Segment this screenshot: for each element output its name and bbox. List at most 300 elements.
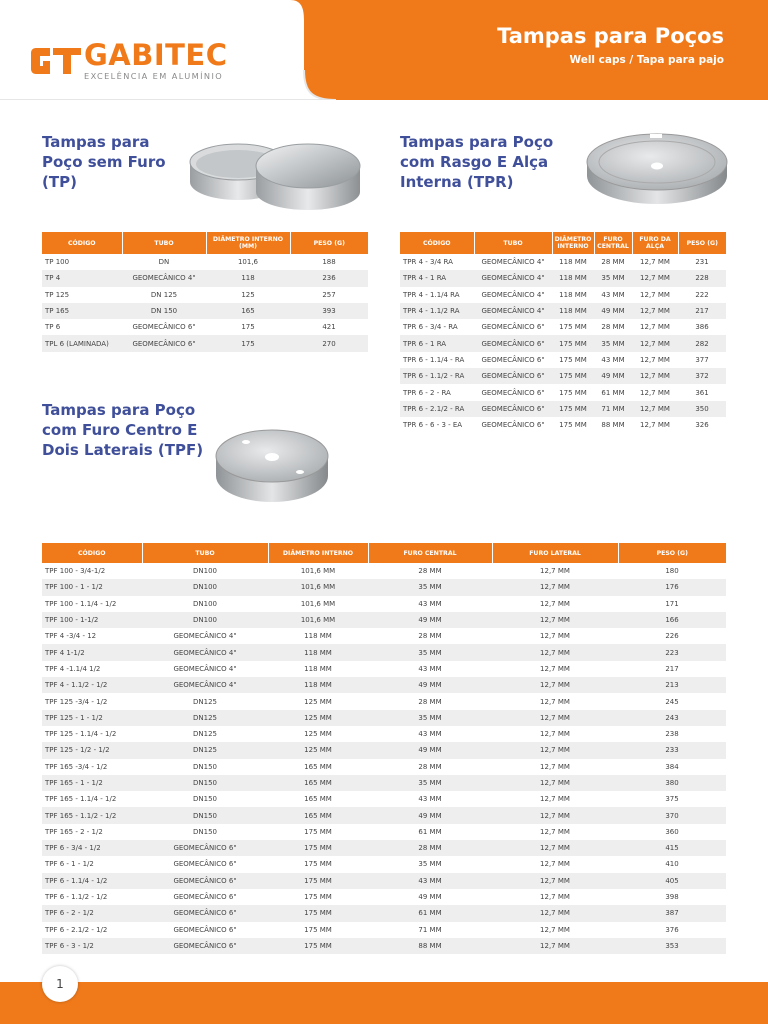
table-cell: TP 125 bbox=[45, 290, 70, 299]
table-cell: 165 MM bbox=[268, 807, 368, 823]
table-row bbox=[42, 661, 726, 677]
table-cell: 12,7 MM bbox=[632, 335, 678, 351]
table-cell: TPR 4 - 1 RA bbox=[400, 270, 474, 286]
table-cell: TPF 6 - 2.1/2 - 1/2 bbox=[45, 925, 108, 934]
section-title-tpf: Tampas para Poço com Furo Centro E Dois Laterais (TPF) bbox=[42, 401, 204, 459]
table-cell: 49 MM bbox=[368, 677, 492, 693]
table-cell: 165 bbox=[206, 303, 290, 319]
table-cell: 175 MM bbox=[268, 905, 368, 921]
table-cell: 171 bbox=[665, 599, 679, 608]
table-row bbox=[42, 677, 726, 693]
table-cell: 217 bbox=[678, 303, 726, 319]
table-cell: 257 bbox=[322, 290, 336, 299]
table-cell: 125 MM bbox=[268, 742, 368, 758]
table-cell: 12,7 MM bbox=[540, 860, 570, 869]
page-subtitle: Well caps / Tapa para pajo bbox=[569, 54, 724, 66]
table-cell: 12,7 MM bbox=[632, 270, 678, 286]
table-cell: GEOMECÂNICO 4" bbox=[142, 644, 268, 660]
table-cell: 175 MM bbox=[559, 388, 587, 397]
table-cell: TPF 6 - 1.1/2 - 1/2 bbox=[45, 893, 108, 902]
table-row bbox=[400, 384, 726, 400]
table-cell: DN150 bbox=[193, 795, 217, 804]
table-cell: 12,7 MM bbox=[640, 355, 670, 364]
table-cell: 61 MM bbox=[418, 827, 442, 836]
table-cell: 118 MM bbox=[552, 303, 594, 319]
table-cell: 118 MM bbox=[268, 677, 368, 693]
table-cell: 12,7 MM bbox=[492, 840, 618, 856]
table-cell: TPR 4 - 1.1/4 RA bbox=[403, 290, 460, 299]
table-cell: 12,7 MM bbox=[540, 664, 570, 673]
table-row bbox=[400, 368, 726, 384]
table-row bbox=[42, 742, 726, 758]
table-cell: 12,7 MM bbox=[632, 303, 678, 319]
table-cell: DN100 bbox=[142, 612, 268, 628]
table-cell: TPF 6 - 2 - 1/2 bbox=[42, 905, 142, 921]
section-title-tp: Tampas para Poço sem Furo (TP) bbox=[42, 133, 166, 191]
table-cell: TPF 4 1-1/2 bbox=[42, 644, 142, 660]
table-cell: GEOMECÂNICO 6" bbox=[481, 421, 545, 430]
table-cell: 377 bbox=[695, 355, 709, 364]
table-cell: GEOMECÂNICO 4" bbox=[481, 258, 545, 267]
table-cell: GEOMECÂNICO 6" bbox=[173, 860, 237, 869]
table-cell: TPF 165 - 1 - 1/2 bbox=[42, 775, 142, 791]
table-cell: 12,7 MM bbox=[640, 258, 670, 267]
table-cell: 245 bbox=[665, 697, 679, 706]
table-cell: 12,7 MM bbox=[632, 401, 678, 417]
table-cell: TPF 100 - 1.1/4 - 1/2 bbox=[45, 599, 117, 608]
table-row bbox=[42, 254, 368, 270]
table-cell: 353 bbox=[618, 938, 726, 954]
table-row bbox=[42, 612, 726, 628]
table-cell: 238 bbox=[665, 730, 679, 739]
table-row bbox=[42, 922, 726, 938]
table-cell: 49 MM bbox=[368, 742, 492, 758]
table-cell: 175 MM bbox=[268, 938, 368, 954]
table-cell: 101,6 MM bbox=[300, 599, 336, 608]
table-cell: 12,7 MM bbox=[540, 795, 570, 804]
table-cell: 223 bbox=[618, 644, 726, 660]
table-cell: TPF 125 - 1.1/4 - 1/2 bbox=[45, 730, 117, 739]
table-cell: 12,7 MM bbox=[540, 697, 570, 706]
table-cell: TPR 6 - 3/4 - RA bbox=[403, 323, 458, 332]
table-cell: 35 MM bbox=[368, 579, 492, 595]
table-cell: TPF 4 -1.1/4 1/2 bbox=[45, 664, 101, 673]
column-header: PESO (G) bbox=[678, 232, 726, 254]
table-cell: DN125 bbox=[142, 710, 268, 726]
table-cell: 228 bbox=[678, 270, 726, 286]
footer-bar bbox=[0, 982, 768, 1024]
table-cell: TPR 6 - 6 - 3 - EA bbox=[403, 421, 463, 430]
table-cell: 35 MM bbox=[594, 335, 632, 351]
product-image-tpr bbox=[582, 126, 732, 214]
table-cell: 360 bbox=[665, 827, 679, 836]
table-cell: DN100 bbox=[193, 567, 217, 576]
table-row bbox=[42, 889, 726, 905]
table-cell: 12,7 MM bbox=[492, 742, 618, 758]
table-cell: 125 MM bbox=[304, 697, 332, 706]
column-header: DIÂMETRO INTERNO (MM) bbox=[206, 232, 290, 254]
table-cell: TPR 6 - 1.1/2 - RA bbox=[400, 368, 474, 384]
column-header: DIÂMETRO INTERNO bbox=[268, 543, 368, 563]
table-cell: 175 MM bbox=[304, 860, 332, 869]
table-cell: TPR 4 - 3/4 RA bbox=[403, 258, 453, 267]
table-cell: 35 MM bbox=[594, 270, 632, 286]
table-cell: 393 bbox=[290, 303, 368, 319]
table-row bbox=[42, 563, 726, 579]
table-cell: 118 MM bbox=[268, 644, 368, 660]
table-cell: TPF 4 - 1.1/2 - 1/2 bbox=[42, 677, 142, 693]
table-row bbox=[42, 579, 726, 595]
table-cell: 101,6 MM bbox=[268, 612, 368, 628]
table-cell: 12,7 MM bbox=[640, 388, 670, 397]
table-cell: 28 MM bbox=[601, 258, 625, 267]
table-cell: 35 MM bbox=[368, 775, 492, 791]
column-header: FURO CENTRAL bbox=[594, 232, 632, 254]
table-cell: GEOMECÂNICO 4" bbox=[481, 290, 545, 299]
table-cell: GEOMECÂNICO 6" bbox=[142, 873, 268, 889]
table-cell: 410 bbox=[665, 860, 679, 869]
table-cell: 12,7 MM bbox=[640, 421, 670, 430]
column-header: TUBO bbox=[142, 543, 268, 563]
column-header: FURO DA ALÇA bbox=[632, 232, 678, 254]
table-row bbox=[42, 644, 726, 660]
brand-tagline: EXCELÊNCIA EM ALUMÍNIO bbox=[84, 71, 224, 81]
table-cell: 12,7 MM bbox=[540, 925, 570, 934]
table-cell: 12,7 MM bbox=[492, 644, 618, 660]
table-cell: TP 100 bbox=[45, 258, 70, 267]
table-cell: 376 bbox=[665, 925, 679, 934]
table-cell: 28 MM bbox=[601, 323, 625, 332]
table-cell: TPF 165 - 1.1/2 - 1/2 bbox=[42, 807, 142, 823]
table-cell: TPF 165 - 1.1/4 - 1/2 bbox=[45, 795, 117, 804]
table-cell: 12,7 MM bbox=[540, 632, 570, 641]
table-cell: 101,6 MM bbox=[268, 579, 368, 595]
table-cell: 43 MM bbox=[368, 873, 492, 889]
table-cell: 165 MM bbox=[268, 775, 368, 791]
table-cell: GEOMECÂNICO 6" bbox=[142, 840, 268, 856]
table-cell: TPF 6 - 1 - 1/2 bbox=[45, 860, 94, 869]
table-cell: 175 bbox=[206, 335, 290, 351]
table-cell: 43 MM bbox=[601, 290, 625, 299]
table-cell: TPF 100 - 1 - 1/2 bbox=[42, 579, 142, 595]
table-cell: DN125 bbox=[193, 730, 217, 739]
table-row bbox=[42, 807, 726, 823]
table-cell: 175 MM bbox=[304, 893, 332, 902]
table-cell: 49 MM bbox=[368, 612, 492, 628]
table-cell: 226 bbox=[665, 632, 679, 641]
page-title: Tampas para Poços bbox=[497, 24, 724, 48]
table-cell: GEOMECÂNICO 6" bbox=[142, 938, 268, 954]
table-row bbox=[400, 303, 726, 319]
table-cell: GEOMECÂNICO 6" bbox=[122, 335, 206, 351]
table-cell: 175 MM bbox=[559, 323, 587, 332]
table-cell: 175 MM bbox=[268, 873, 368, 889]
table-cell: 118 MM bbox=[559, 290, 587, 299]
table-cell: 12,7 MM bbox=[492, 677, 618, 693]
table-cell: 61 MM bbox=[368, 905, 492, 921]
table-cell: 188 bbox=[322, 258, 336, 267]
table-cell: TP 6 bbox=[45, 323, 61, 332]
table-cell: 118 MM bbox=[304, 632, 332, 641]
table-cell: 12,7 MM bbox=[540, 730, 570, 739]
table-row bbox=[400, 270, 726, 286]
table-row bbox=[400, 319, 726, 335]
table-row bbox=[42, 873, 726, 889]
table-cell: 88 MM bbox=[368, 938, 492, 954]
table-row bbox=[42, 759, 726, 775]
column-header: CÓDIGO bbox=[400, 232, 474, 254]
table-cell: 12,7 MM bbox=[492, 710, 618, 726]
table-cell: 233 bbox=[618, 742, 726, 758]
table-tp bbox=[42, 232, 368, 352]
table-cell: 88 MM bbox=[601, 421, 625, 430]
table-cell: GEOMECÂNICO 4" bbox=[173, 664, 237, 673]
table-row bbox=[42, 596, 726, 612]
table-cell: 12,7 MM bbox=[540, 567, 570, 576]
column-header: CÓDIGO bbox=[42, 543, 142, 563]
table-cell: 361 bbox=[695, 388, 709, 397]
table-cell: 28 MM bbox=[418, 697, 442, 706]
table-row bbox=[42, 856, 726, 872]
table-cell: 12,7 MM bbox=[540, 599, 570, 608]
column-header: PESO (G) bbox=[290, 232, 368, 254]
column-header: DIÂMETRO INTERNO bbox=[552, 232, 594, 254]
table-cell: TPF 100 - 3/4-1/2 bbox=[45, 567, 106, 576]
table-cell: TPF 4 -3/4 - 12 bbox=[45, 632, 97, 641]
table-cell: TPF 165 - 2 - 1/2 bbox=[45, 827, 103, 836]
table-cell: 28 MM bbox=[418, 632, 442, 641]
table-cell: GEOMECÂNICO 4" bbox=[142, 677, 268, 693]
table-row bbox=[42, 270, 368, 286]
table-cell: TPF 125 - 1 - 1/2 bbox=[42, 710, 142, 726]
table-cell: 49 MM bbox=[594, 368, 632, 384]
table-cell: TPR 4 - 1.1/2 RA bbox=[400, 303, 474, 319]
table-cell: GEOMECÂNICO 4" bbox=[474, 270, 552, 286]
table-cell: 175 MM bbox=[552, 401, 594, 417]
table-cell: 175 MM bbox=[559, 355, 587, 364]
table-cell: 35 MM bbox=[368, 710, 492, 726]
table-cell: 12,7 MM bbox=[492, 612, 618, 628]
table-cell: 350 bbox=[678, 401, 726, 417]
table-cell: 12,7 MM bbox=[492, 938, 618, 954]
table-cell: 165 MM bbox=[304, 762, 332, 771]
table-cell: GEOMECÂNICO 6" bbox=[474, 368, 552, 384]
table-cell: 118 MM bbox=[304, 664, 332, 673]
table-cell: TPF 6 - 1.1/4 - 1/2 bbox=[42, 873, 142, 889]
table-cell: 101,6 bbox=[237, 258, 259, 267]
table-cell: 405 bbox=[618, 873, 726, 889]
table-cell: 213 bbox=[618, 677, 726, 693]
table-cell: 176 bbox=[618, 579, 726, 595]
table-cell: 12,7 MM bbox=[540, 762, 570, 771]
table-cell: 118 MM bbox=[552, 270, 594, 286]
table-cell: 28 MM bbox=[368, 840, 492, 856]
table-cell: 49 MM bbox=[594, 303, 632, 319]
column-header: TUBO bbox=[474, 232, 552, 254]
table-cell: DN100 bbox=[142, 579, 268, 595]
table-cell: 12,7 MM bbox=[632, 368, 678, 384]
table-cell: 12,7 MM bbox=[492, 579, 618, 595]
table-cell: 12,7 MM bbox=[492, 873, 618, 889]
table-cell: GEOMECÂNICO 6" bbox=[132, 323, 196, 332]
table-cell: 217 bbox=[665, 664, 679, 673]
table-cell: TP 165 bbox=[42, 303, 122, 319]
table-cell: 175 bbox=[241, 323, 255, 332]
table-cell: GEOMECÂNICO 4" bbox=[173, 632, 237, 641]
page-number: 1 bbox=[42, 966, 78, 1002]
table-cell: 243 bbox=[618, 710, 726, 726]
table-cell: 415 bbox=[618, 840, 726, 856]
table-cell: 222 bbox=[695, 290, 709, 299]
table-cell: 125 MM bbox=[268, 710, 368, 726]
table-cell: 175 MM bbox=[559, 421, 587, 430]
brand-name: GABITEC bbox=[84, 38, 228, 72]
table-cell: 71 MM bbox=[418, 925, 442, 934]
table-cell: GEOMECÂNICO 4" bbox=[122, 270, 206, 286]
table-cell: 375 bbox=[665, 795, 679, 804]
table-cell: GEOMECÂNICO 6" bbox=[173, 925, 237, 934]
table-row bbox=[42, 710, 726, 726]
column-header: TUBO bbox=[122, 232, 206, 254]
table-cell: TPF 125 -3/4 - 1/2 bbox=[45, 697, 108, 706]
table-cell: GEOMECÂNICO 6" bbox=[474, 335, 552, 351]
table-cell: TPF 6 - 3/4 - 1/2 bbox=[42, 840, 142, 856]
table-row bbox=[42, 775, 726, 791]
table-cell: 175 MM bbox=[552, 368, 594, 384]
table-row bbox=[42, 905, 726, 921]
table-cell: 12,7 MM bbox=[640, 290, 670, 299]
table-row bbox=[42, 938, 726, 954]
table-cell: 175 MM bbox=[304, 827, 332, 836]
table-cell: 12,7 MM bbox=[492, 807, 618, 823]
table-cell: 71 MM bbox=[594, 401, 632, 417]
table-cell: GEOMECÂNICO 6" bbox=[481, 388, 545, 397]
table-cell: 12,7 MM bbox=[492, 775, 618, 791]
table-cell: 370 bbox=[618, 807, 726, 823]
table-row bbox=[42, 824, 726, 840]
column-header: FURO CENTRAL bbox=[368, 543, 492, 563]
table-cell: GEOMECÂNICO 6" bbox=[474, 401, 552, 417]
table-cell: 384 bbox=[665, 762, 679, 771]
table-row bbox=[400, 352, 726, 368]
gabitec-logo-icon bbox=[30, 45, 82, 77]
table-cell: GEOMECÂNICO 6" bbox=[142, 905, 268, 921]
table-cell: DN 125 bbox=[150, 290, 178, 299]
table-cell: 270 bbox=[290, 335, 368, 351]
table-row bbox=[42, 791, 726, 807]
table-cell: TPR 6 - 1 RA bbox=[400, 335, 474, 351]
table-cell: GEOMECÂNICO 6" bbox=[481, 323, 545, 332]
table-cell: 421 bbox=[322, 323, 336, 332]
table-cell: 125 MM bbox=[304, 730, 332, 739]
table-cell: TPR 6 - 1.1/4 - RA bbox=[403, 355, 465, 364]
table-row bbox=[42, 335, 368, 351]
table-cell: 43 MM bbox=[601, 355, 625, 364]
table-cell: 43 MM bbox=[418, 599, 442, 608]
table-cell: DN bbox=[158, 258, 170, 267]
table-row bbox=[42, 628, 726, 644]
table-cell: DN125 bbox=[142, 742, 268, 758]
table-cell: 180 bbox=[665, 567, 679, 576]
table-cell: 380 bbox=[618, 775, 726, 791]
table-cell: 175 MM bbox=[268, 840, 368, 856]
table-cell: 166 bbox=[618, 612, 726, 628]
table-cell: DN125 bbox=[193, 697, 217, 706]
table-cell: TPR 6 - 2.1/2 - RA bbox=[400, 401, 474, 417]
table-cell: 386 bbox=[695, 323, 709, 332]
table-cell: 175 MM bbox=[552, 335, 594, 351]
table-cell: 35 MM bbox=[418, 860, 442, 869]
table-cell: 12,7 MM bbox=[640, 323, 670, 332]
table-tpr bbox=[400, 232, 726, 433]
column-header: PESO (G) bbox=[618, 543, 726, 563]
table-cell: DN150 bbox=[142, 807, 268, 823]
table-cell: TPF 125 - 1/2 - 1/2 bbox=[42, 742, 142, 758]
table-cell: TPF 6 - 3 - 1/2 bbox=[42, 938, 142, 954]
table-row bbox=[400, 401, 726, 417]
table-cell: 12,7 MM bbox=[492, 905, 618, 921]
table-cell: 61 MM bbox=[601, 388, 625, 397]
table-tpf bbox=[42, 543, 726, 954]
table-cell: 43 MM bbox=[418, 730, 442, 739]
table-cell: GEOMECÂNICO 6" bbox=[481, 355, 545, 364]
table-row bbox=[42, 319, 368, 335]
table-row bbox=[42, 287, 368, 303]
table-cell: 28 MM bbox=[418, 567, 442, 576]
table-cell: 118 MM bbox=[559, 258, 587, 267]
table-cell: 43 MM bbox=[418, 664, 442, 673]
table-cell: 326 bbox=[695, 421, 709, 430]
table-cell: 398 bbox=[665, 893, 679, 902]
table-row bbox=[400, 254, 726, 270]
table-cell: 231 bbox=[695, 258, 709, 267]
table-cell: 175 MM bbox=[304, 925, 332, 934]
table-cell: 28 MM bbox=[418, 762, 442, 771]
table-row bbox=[42, 693, 726, 709]
table-row bbox=[42, 303, 368, 319]
table-cell: DN 150 bbox=[122, 303, 206, 319]
table-cell: 372 bbox=[678, 368, 726, 384]
table-row bbox=[400, 287, 726, 303]
column-header: CÓDIGO bbox=[42, 232, 122, 254]
column-header: FURO LATERAL bbox=[492, 543, 618, 563]
gabitec-logo bbox=[30, 40, 228, 81]
table-cell: TPF 165 -3/4 - 1/2 bbox=[45, 762, 108, 771]
table-cell: TPF 100 - 1-1/2 bbox=[42, 612, 142, 628]
table-cell: 282 bbox=[678, 335, 726, 351]
table-cell: 12,7 MM bbox=[540, 893, 570, 902]
table-cell: 125 bbox=[241, 290, 255, 299]
table-cell: TPR 6 - 2 - RA bbox=[403, 388, 451, 397]
table-cell: DN100 bbox=[193, 599, 217, 608]
section-title-tpr: Tampas para Poço com Rasgo E Alça Interna (TPR) bbox=[400, 133, 554, 191]
table-cell: 49 MM bbox=[368, 807, 492, 823]
table-row bbox=[42, 840, 726, 856]
table-row bbox=[400, 335, 726, 351]
table-cell: 165 MM bbox=[304, 795, 332, 804]
table-cell: 12,7 MM bbox=[540, 827, 570, 836]
table-cell: DN150 bbox=[193, 762, 217, 771]
table-cell: DN150 bbox=[142, 775, 268, 791]
table-cell: DN150 bbox=[193, 827, 217, 836]
product-image-tpf bbox=[210, 416, 334, 512]
table-cell: 43 MM bbox=[418, 795, 442, 804]
table-cell: GEOMECÂNICO 6" bbox=[173, 893, 237, 902]
table-cell: 35 MM bbox=[368, 644, 492, 660]
table-cell: 49 MM bbox=[418, 893, 442, 902]
table-cell: GEOMECÂNICO 4" bbox=[474, 303, 552, 319]
table-row bbox=[42, 726, 726, 742]
